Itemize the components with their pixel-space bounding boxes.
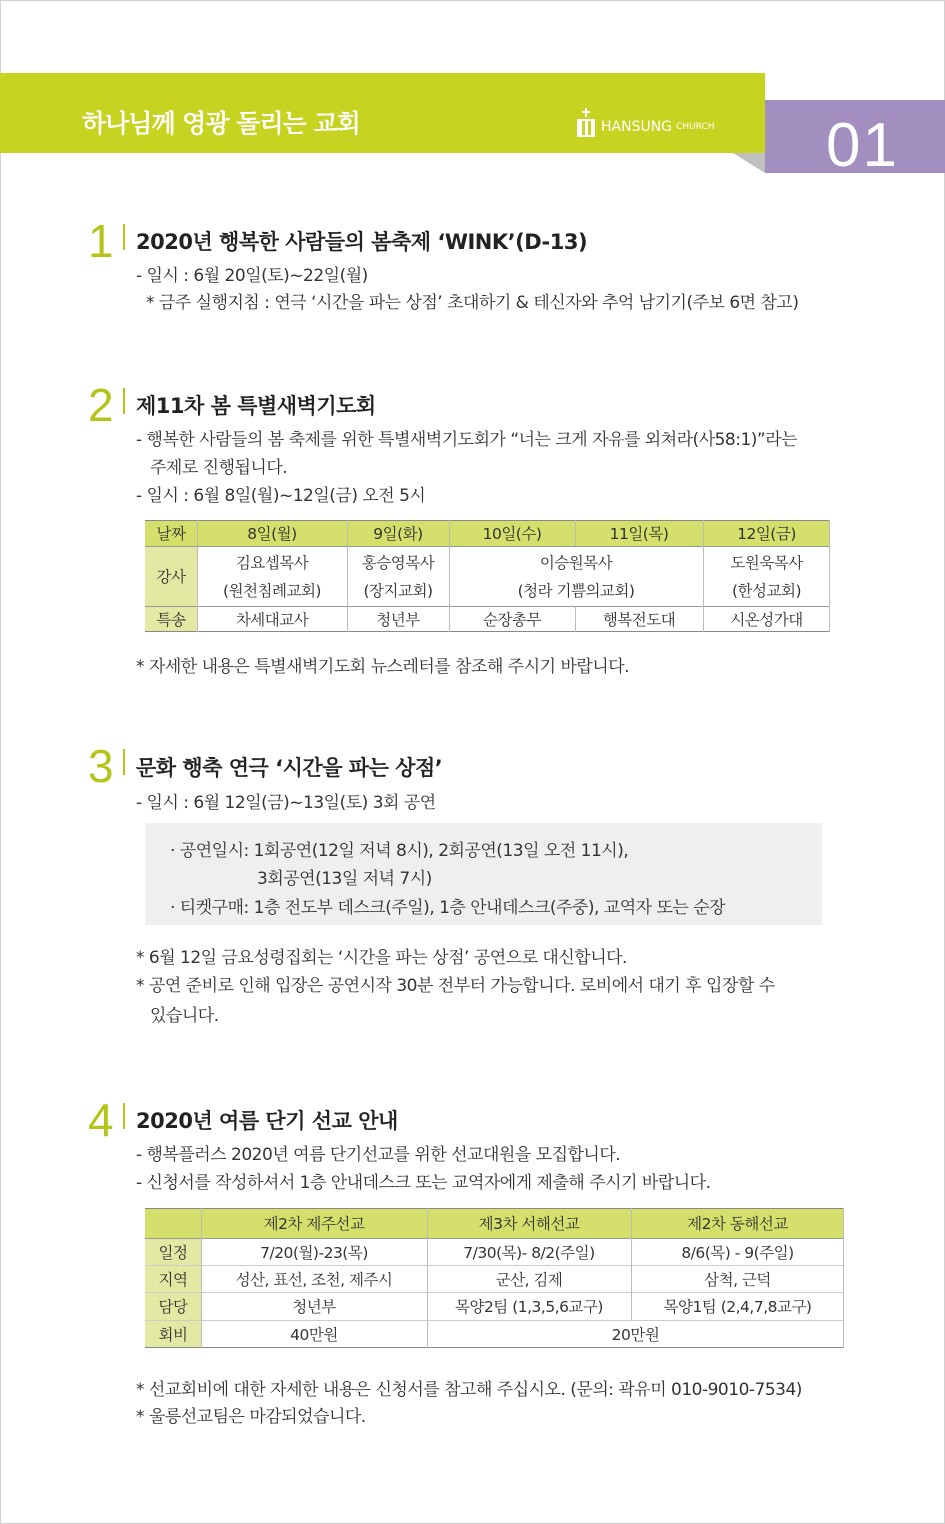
section-divider bbox=[123, 388, 125, 414]
section-note: * 울릉선교팀은 마감되었습니다. bbox=[136, 1407, 366, 1427]
table-border bbox=[145, 1208, 844, 1209]
prayer-schedule-table bbox=[145, 520, 830, 632]
table-cell: 홍승영목사 bbox=[361, 554, 435, 572]
table-border bbox=[145, 631, 830, 632]
section-number: 3 bbox=[88, 740, 114, 792]
logo-sub: CHURCH bbox=[676, 122, 715, 132]
section-title: 문화 행축 연극 ‘시간을 파는 상점’ bbox=[136, 756, 443, 780]
table-row-label: 강사 bbox=[145, 546, 197, 606]
table-header-cell: 12일(금) bbox=[703, 520, 830, 546]
table-cell: 도원욱목사 bbox=[730, 554, 803, 572]
table-cell: 7/20(월)-23(목) bbox=[260, 1243, 368, 1262]
table-header-cell: 9일(화) bbox=[347, 520, 449, 546]
table-border bbox=[145, 520, 830, 521]
table-border bbox=[829, 520, 830, 632]
box-text: · 티켓구매: 1층 전도부 데스크(주일), 1층 안내데스크(주중), 교역자 또는 순장 bbox=[170, 898, 726, 918]
table-cell: 8/6(목) - 9(주일) bbox=[681, 1243, 794, 1262]
section-divider bbox=[123, 749, 125, 775]
table-cell: 이승원목사 bbox=[539, 554, 613, 572]
table-cell: 시온성가대 bbox=[730, 611, 803, 629]
church-icon bbox=[577, 117, 595, 137]
table-cell: 차세대교사 bbox=[235, 611, 309, 629]
table-border bbox=[145, 1265, 844, 1266]
section-note: 있습니다. bbox=[150, 1006, 219, 1026]
table-cell: 행복전도대 bbox=[602, 611, 676, 629]
section-title: 제11차 봄 특별새벽기도회 bbox=[136, 394, 376, 418]
table-row-label: 지역 bbox=[145, 1265, 201, 1292]
table-cell: (원천침례교회) bbox=[223, 582, 321, 600]
section-divider bbox=[123, 1103, 125, 1129]
table-cell: (청라 기쁨의교회) bbox=[517, 582, 635, 600]
section-divider bbox=[123, 224, 125, 250]
section-text: - 일시 : 6월 8일(월)~12일(금) 오전 5시 bbox=[136, 486, 426, 506]
table-header-cell: 제2차 동해선교 bbox=[631, 1208, 844, 1238]
table-header-cell bbox=[145, 1208, 201, 1238]
table-cell: 청년부 bbox=[376, 611, 420, 629]
table-cell: 40만원 bbox=[290, 1326, 338, 1344]
table-border bbox=[347, 520, 348, 632]
table-cell: 20만원 bbox=[611, 1326, 660, 1344]
church-logo bbox=[577, 117, 715, 137]
box-text: 3회공연(13일 저녁 7시) bbox=[257, 869, 432, 889]
table-border bbox=[145, 1347, 844, 1348]
table-row-label: 특송 bbox=[145, 606, 197, 632]
section-title: 2020년 여름 단기 선교 안내 bbox=[136, 1109, 398, 1133]
table-cell: 성산, 표선, 조천, 제주시 bbox=[235, 1270, 393, 1289]
table-border bbox=[427, 1208, 428, 1348]
table-cell: 순장총무 bbox=[483, 611, 541, 629]
table-cell: 김요셉목사 bbox=[235, 554, 309, 572]
table-cell: 목양1팀 (2,4,7,8교구) bbox=[663, 1298, 812, 1316]
table-row-label: 담당 bbox=[145, 1292, 201, 1320]
section-text: 주제로 진행됩니다. bbox=[150, 458, 288, 478]
table-header-cell: 제3차 서해선교 bbox=[427, 1208, 631, 1238]
table-border bbox=[575, 606, 576, 632]
table-header-cell: 제2차 제주선교 bbox=[201, 1208, 427, 1238]
logo-text: HANSUNG bbox=[601, 119, 673, 135]
table-header-cell: 날짜 bbox=[145, 520, 197, 546]
table-border bbox=[145, 606, 830, 607]
table-header-cell: 8일(월) bbox=[197, 520, 347, 546]
mission-table bbox=[145, 1208, 844, 1348]
table-border bbox=[201, 1208, 202, 1348]
section-text: - 일시 : 6월 20일(토)~22일(월) bbox=[136, 266, 368, 286]
section-number: 2 bbox=[88, 379, 114, 431]
section-text: - 행복한 사람들의 봄 축제를 위한 특별새벽기도회가 “너는 크게 자유를 외쳐라(사58:1)”라는 bbox=[136, 430, 798, 450]
section-note: * 금주 실행지침 : 연극 ‘시간을 파는 상점’ 초대하기 & 테신자와 추억 남기기(주보 6면 참고) bbox=[146, 293, 799, 313]
table-border bbox=[703, 520, 704, 632]
section-text: - 행복플러스 2020년 여름 단기선교를 위한 선교대원을 모집합니다. bbox=[136, 1145, 621, 1165]
table-border bbox=[145, 546, 830, 547]
section-number: 1 bbox=[88, 215, 114, 267]
table-row-label: 회비 bbox=[145, 1320, 201, 1348]
table-cell: 7/30(목)- 8/2(주일) bbox=[463, 1243, 595, 1262]
page-number: 01 bbox=[826, 111, 899, 180]
table-border bbox=[449, 520, 450, 632]
page-title: 하나님께 영광 돌리는 교회 bbox=[82, 109, 360, 138]
table-header-cell: 11일(목) bbox=[575, 520, 703, 546]
page-fold bbox=[733, 153, 765, 173]
section-note: * 선교회비에 대한 자세한 내용은 신청서를 참고해 주십시오. (문의: 곽유미 010-9010-7534) bbox=[136, 1380, 802, 1400]
table-border bbox=[197, 520, 198, 632]
section-text: - 일시 : 6월 12일(금)~13일(토) 3회 공연 bbox=[136, 793, 436, 813]
table-cell: 삼척, 근덕 bbox=[704, 1270, 771, 1289]
box-text: · 공연일시: 1회공연(12일 저녁 8시), 2회공연(13일 오전 11시), bbox=[170, 841, 629, 861]
table-border bbox=[145, 1238, 844, 1239]
table-row-label: 일정 bbox=[145, 1238, 201, 1265]
section-text: - 신청서를 작성하셔서 1층 안내데스크 또는 교역자에게 제출해 주시기 바랍니다. bbox=[136, 1173, 711, 1193]
section-note: * 자세한 내용은 특별새벽기도회 뉴스레터를 참조해 주시기 바랍니다. bbox=[136, 657, 630, 677]
table-cell: 청년부 bbox=[292, 1298, 336, 1316]
table-border bbox=[631, 1208, 632, 1320]
section-number: 4 bbox=[88, 1094, 114, 1146]
table-border bbox=[145, 1320, 844, 1321]
table-border bbox=[843, 1208, 844, 1348]
table-border bbox=[575, 520, 576, 546]
section-note: * 6월 12일 금요성령집회는 ‘시간을 파는 상점’ 공연으로 대신합니다. bbox=[136, 948, 627, 968]
table-header-cell: 10일(수) bbox=[449, 520, 575, 546]
table-cell: 군산, 김제 bbox=[495, 1270, 563, 1289]
table-border bbox=[145, 1292, 844, 1293]
table-cell: (장지교회) bbox=[363, 582, 433, 600]
section-note: * 공연 준비로 인해 입장은 공연시작 30분 전부터 가능합니다. 로비에서 대기 후 입장할 수 bbox=[136, 976, 775, 996]
table-cell: 목양2팀 (1,3,5,6교구) bbox=[455, 1298, 603, 1316]
table-cell: (한성교회) bbox=[732, 582, 801, 600]
section-title: 2020년 행복한 사람들의 봄축제 ‘WINK’(D-13) bbox=[136, 230, 588, 254]
